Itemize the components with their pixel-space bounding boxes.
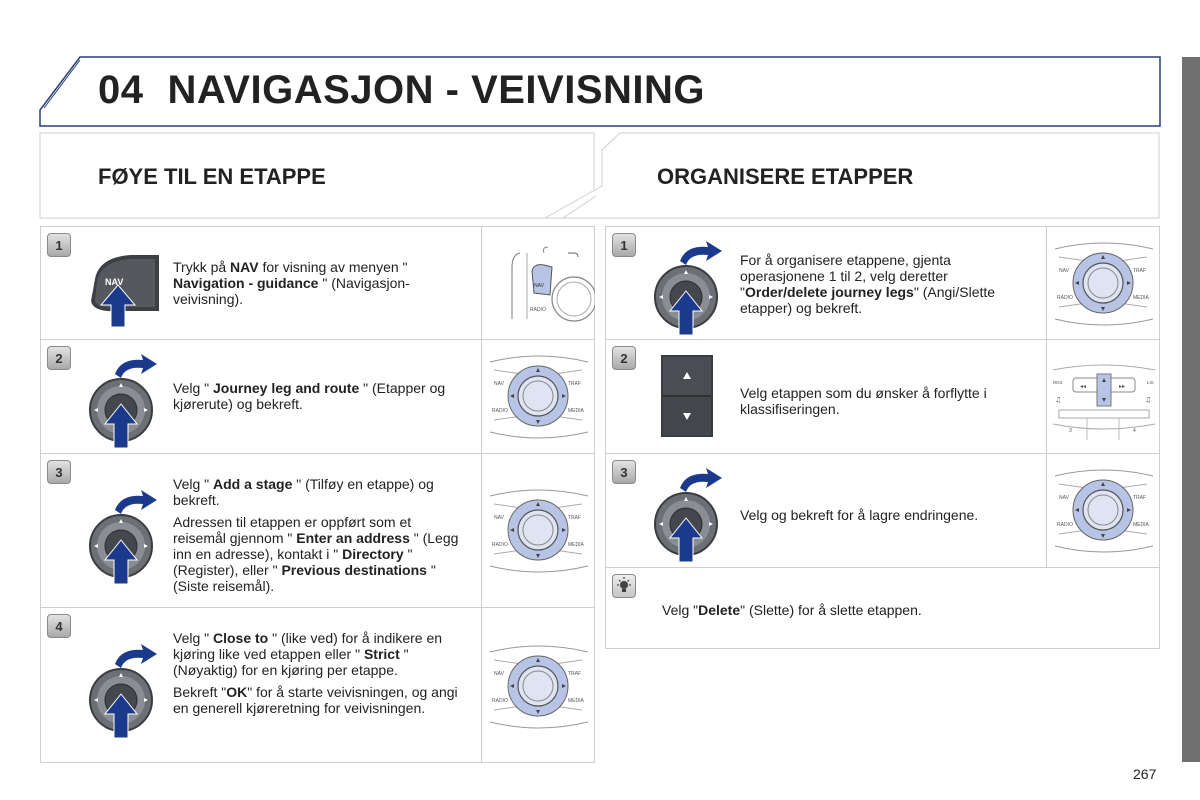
step-number-badge: 2	[612, 346, 636, 370]
svg-text:TRAF: TRAF	[568, 515, 582, 521]
right-step-3-text: Velg og bekreft for å lagre endringene.	[740, 507, 979, 523]
svg-text:TRAF: TRAF	[568, 381, 582, 387]
svg-text:LIS: LIS	[1147, 380, 1154, 385]
right-step-2-text: Velg etappen som du ønsker å forflytte i klassifiseringen.	[740, 385, 987, 417]
left-section-title: FØYE TIL EN ETAPPE	[98, 164, 326, 189]
svg-text:♫: ♫	[1055, 396, 1062, 404]
control-panel-illustration	[1047, 227, 1160, 340]
svg-text:♫: ♫	[1145, 396, 1152, 404]
right-tip	[605, 567, 1160, 649]
svg-text:RADIO: RADIO	[492, 542, 508, 548]
chapter-title: NAVIGASJON - VEIVISNING	[167, 68, 706, 112]
svg-text:NAV: NAV	[1059, 495, 1069, 501]
section-header-frames	[0, 0, 1200, 230]
left-step-2-panel	[481, 340, 595, 453]
svg-text:RADIO: RADIO	[1057, 295, 1073, 301]
svg-text:NAV: NAV	[494, 515, 504, 521]
svg-text:NAV: NAV	[494, 381, 504, 387]
left-step-4	[40, 607, 595, 763]
left-step-2	[40, 339, 595, 454]
svg-text:RADIO: RADIO	[530, 307, 546, 313]
right-step-3-panel	[1046, 454, 1160, 567]
left-step-3	[40, 453, 595, 608]
svg-text:RDS: RDS	[1053, 380, 1063, 385]
right-tip-text: Velg "Delete" (Slette) for å slette etappen.	[662, 602, 922, 618]
left-step-1-panel	[481, 227, 595, 339]
right-section-title: ORGANISERE ETAPPER	[657, 164, 914, 189]
nav-button-icon	[81, 251, 161, 331]
svg-text:NAV: NAV	[1059, 268, 1069, 274]
svg-text:MEDIA: MEDIA	[568, 698, 584, 704]
step-number-badge: 3	[612, 460, 636, 484]
rotary-knob-icon	[87, 638, 163, 742]
svg-text:MEDIA: MEDIA	[568, 542, 584, 548]
svg-text:RADIO: RADIO	[492, 408, 508, 414]
svg-text:TRAF: TRAF	[1133, 268, 1147, 274]
right-step-1-panel	[1046, 227, 1160, 339]
chapter-number: 04	[98, 68, 144, 112]
control-panel-illustration	[1047, 454, 1160, 567]
left-step-4-panel	[481, 608, 595, 762]
left-step-1	[40, 226, 595, 340]
right-step-1-text: For å organisere etappene, gjenta operasjonene 1 til 2, velg deretter "Order/delete journey legs" (Angi/Slette etapper) og bekreft.	[740, 252, 996, 316]
step-number-badge: 1	[47, 233, 71, 257]
svg-text:RADIO: RADIO	[1057, 522, 1073, 528]
svg-text:MEDIA: MEDIA	[1133, 295, 1149, 301]
svg-text:MEDIA: MEDIA	[1133, 522, 1149, 528]
control-panel-illustration	[482, 630, 595, 743]
rotary-knob-icon	[652, 235, 728, 339]
left-step-3-panel	[481, 454, 595, 607]
up-down-buttons-icon	[660, 354, 714, 438]
nav-label: NAV	[105, 277, 124, 287]
nav-panel-illustration	[482, 227, 595, 339]
right-step-1	[605, 226, 1160, 340]
left-step-2-text: Velg " Journey leg and route " (Etapper og kjørerute) og bekreft.	[173, 380, 446, 412]
svg-text:TRAF: TRAF	[1133, 495, 1147, 501]
svg-text:3: 3	[1069, 428, 1072, 434]
rotary-knob-icon	[87, 484, 163, 588]
svg-text:◂◂: ◂◂	[1080, 384, 1087, 390]
svg-text:NAV: NAV	[534, 283, 544, 289]
rotary-knob-icon	[87, 348, 163, 452]
page-number: 267	[1133, 766, 1157, 782]
svg-text:▸▸: ▸▸	[1119, 384, 1126, 390]
left-step-1-text: Trykk på NAV for visning av menyen " Navigation - guidance " (Navigasjon-veivisning).	[173, 259, 410, 307]
right-step-2	[605, 339, 1160, 454]
rotary-knob-icon	[652, 462, 728, 566]
step-number-badge: 2	[47, 346, 71, 370]
step-number-badge: 1	[612, 233, 636, 257]
svg-text:NAV: NAV	[494, 671, 504, 677]
right-step-2-panel	[1046, 340, 1160, 453]
svg-text:RADIO: RADIO	[492, 698, 508, 704]
step-number-badge: 3	[47, 460, 71, 484]
media-panel-illustration	[1047, 340, 1160, 453]
tip-lightbulb-icon	[612, 574, 636, 598]
left-step-4-text: Velg " Close to " (like ved) for å indikere en kjøring like ved etappen eller " Strict " (Nøyaktig) for en kjøring per etappe. Bekreft "OK" for å starte veivisningen, og angi en generell kjøreretning for veivisningen.	[173, 630, 458, 716]
control-panel-illustration	[482, 474, 595, 587]
left-step-3-text: Velg " Add a stage " (Tilføy en etappe) og bekreft. Adressen til etappen er oppført som et reisemål gjennom " Enter an address " (Legg inn en adresse), kontakt i " Directory " (Register), eller " Previous destinations " (Siste reisemål).	[173, 476, 459, 594]
svg-text:MEDIA: MEDIA	[568, 408, 584, 414]
control-panel-illustration	[482, 340, 595, 453]
svg-text:4: 4	[1133, 428, 1136, 434]
step-number-badge: 4	[47, 614, 71, 638]
right-step-3	[605, 453, 1160, 568]
svg-text:TRAF: TRAF	[568, 671, 582, 677]
